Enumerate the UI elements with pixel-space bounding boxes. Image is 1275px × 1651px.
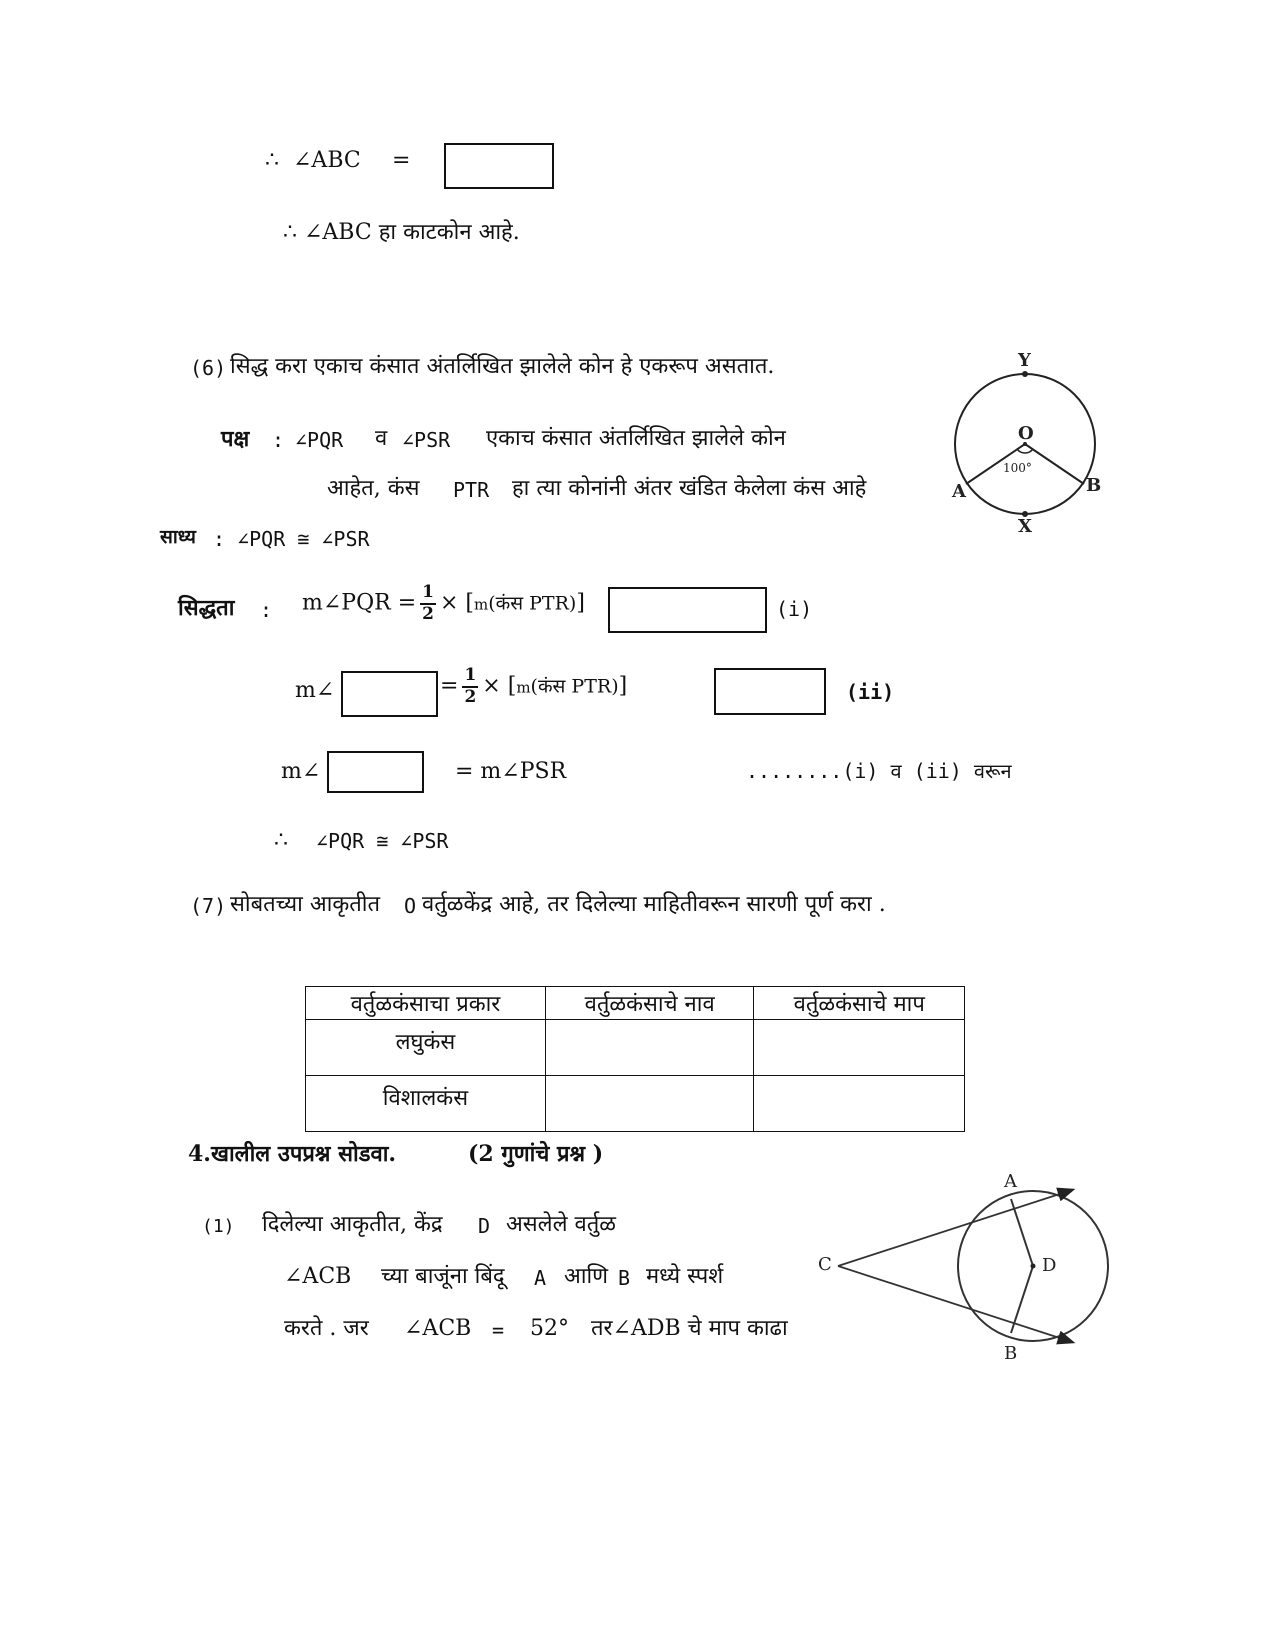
q4-1-line3b: तर∠ADB चे माप काढा <box>591 1316 788 1341</box>
given-and: व <box>375 426 388 451</box>
therefore-symbol: ∴ <box>265 148 279 173</box>
proof-line1 <box>302 583 585 624</box>
q7-center: O <box>404 894 417 918</box>
proof-colon: : <box>260 598 273 622</box>
q6-statement: सिद्ध करा एकाच कंसात अंतर्लिखित झालेले कोन हे एकरूप असतात. <box>230 354 775 379</box>
given-text-line2b: हा त्या कोनांनी अंतर खंडित केलेला कंस आहे <box>512 476 867 501</box>
radius-da <box>1011 1199 1033 1266</box>
radius-ob <box>1025 444 1084 484</box>
q7-statement-b: वर्तुळकेंद्र आहे, तर दिलेल्या माहितीवरून सारणी पूर्ण करा . <box>422 892 886 917</box>
proof-line2-rhs <box>440 666 627 707</box>
bracket-m: m <box>474 595 489 614</box>
q4-1-angle: ∠ACB <box>284 1264 352 1289</box>
angle-arc <box>1017 449 1033 453</box>
q6-number: (6) <box>190 356 227 380</box>
cell-major-arc-name[interactable] <box>545 1076 754 1132</box>
proof-line2-lhs: m∠ <box>295 678 335 703</box>
cell-minor-arc: लघुकंस <box>306 1020 546 1076</box>
fraction-numerator: 1 <box>420 583 436 605</box>
header-arc-measure: वर्तुळकंसाचे माप <box>754 987 965 1020</box>
q7-number: (7) <box>190 894 227 918</box>
given-colon: : <box>272 428 285 452</box>
q4-1-point-a: A <box>534 1266 547 1290</box>
q4-1-and: आणि <box>564 1264 609 1289</box>
bracket-arc: (कंस PTR) <box>488 592 577 615</box>
point-y <box>1022 371 1028 377</box>
to-prove-label: साध्य <box>160 526 196 548</box>
given-label: पक्ष <box>221 426 250 452</box>
proof-line3-lhs: m∠ <box>281 759 321 784</box>
angle-box-3[interactable] <box>327 751 424 793</box>
conclusion-statement: ∠PQR ≅ ∠PSR <box>316 829 449 853</box>
proof-line2-eq: = <box>440 673 459 699</box>
table-row <box>306 1076 965 1132</box>
bracket-open: [ <box>507 673 517 699</box>
reason-box-2[interactable] <box>714 668 826 715</box>
bracket-close: ] <box>618 673 628 699</box>
label-a: A <box>1004 1171 1017 1192</box>
ref-ii: (ii) <box>846 680 895 704</box>
fraction-half <box>420 583 436 624</box>
reason-box-1[interactable] <box>608 587 767 633</box>
angle-abc-label: ∠ABC <box>293 148 361 173</box>
proof-line1-lhs: m∠PQR = <box>302 590 417 616</box>
q4-1-line1b: असलेले वर्तुळ <box>506 1212 616 1237</box>
section4-marks: (2 गुणांचे प्रश्न ) <box>468 1141 604 1167</box>
label-b: B <box>1004 1343 1018 1364</box>
q4-1-line3-eq: = <box>492 1318 505 1342</box>
proof-label: सिद्धता <box>178 595 235 621</box>
times-sign: × <box>482 673 501 699</box>
bracket-arc: (कंस PTR) <box>530 675 619 698</box>
proof-line3-rhs: = m∠PSR <box>455 759 567 784</box>
label-c: C <box>818 1254 832 1275</box>
tangent-ca <box>838 1190 1072 1266</box>
label-b: B <box>1086 475 1102 496</box>
cell-major-arc: विशालकंस <box>306 1076 546 1132</box>
tangent-figure-q4 <box>815 1171 1115 1375</box>
given-text-line1: एकाच कंसात अंतर्लिखित झालेले कोन <box>486 426 786 451</box>
q4-1-line3a: करते . जर <box>284 1316 369 1341</box>
ref-i: (i) <box>776 597 813 621</box>
conclusion-therefore: ∴ <box>274 828 288 853</box>
fraction-denominator: 2 <box>422 603 434 624</box>
tangent-cb <box>838 1266 1072 1342</box>
bracket-close: ] <box>576 590 585 616</box>
q4-1-line2b: मध्ये स्पर्श <box>646 1264 724 1289</box>
section4-heading: 4.खालील उपप्रश्न सोडवा. <box>188 1141 397 1167</box>
answer-box-abc[interactable] <box>444 143 554 189</box>
cell-major-arc-measure[interactable] <box>754 1076 965 1132</box>
given-text-line2a: आहेत, कंस <box>327 476 420 501</box>
label-x: X <box>1018 516 1032 537</box>
bracket-m: m <box>516 678 531 697</box>
given-arc-name: PTR <box>453 478 490 502</box>
label-a: A <box>952 481 966 502</box>
equals-sign: = <box>392 148 411 173</box>
point-d <box>1031 1264 1036 1269</box>
q4-1-number: (1) <box>202 1216 235 1237</box>
arc-table <box>305 986 965 1132</box>
bracket-open: [ <box>465 590 474 616</box>
q4-1-center: D <box>478 1214 491 1238</box>
to-prove-statement: : ∠PQR ≅ ∠PSR <box>213 527 370 551</box>
header-arc-name: वर्तुळकंसाचे नाव <box>545 987 754 1020</box>
q4-1-line3-angle: ∠ACB <box>404 1316 472 1341</box>
q4-1-line3-value: 52° <box>530 1316 569 1341</box>
fraction-denominator: 2 <box>464 686 477 707</box>
angle-value-label: 100° <box>1003 461 1032 475</box>
q4-1-line2a: च्या बाजूंना बिंदू <box>381 1264 505 1289</box>
q4-1-point-b: B <box>618 1266 631 1290</box>
given-angle-psr: ∠PSR <box>402 428 451 452</box>
label-d: D <box>1042 1255 1057 1276</box>
q7-statement-a: सोबतच्या आकृतीत <box>230 892 380 917</box>
label-y: Y <box>1018 350 1031 371</box>
table-row <box>306 1020 965 1076</box>
fraction-numerator: 1 <box>462 666 478 688</box>
fraction-half <box>462 666 478 707</box>
angle-box-2[interactable] <box>341 671 438 717</box>
ref-i-ii: ........(i) व (ii) वरून <box>746 759 1012 783</box>
header-arc-type: वर्तुळकंसाचा प्रकार <box>306 987 546 1020</box>
radius-db <box>1011 1266 1033 1333</box>
right-angle-conclusion: ∴ ∠ABC हा काटकोन आहे. <box>283 220 520 245</box>
cell-minor-arc-measure[interactable] <box>754 1020 965 1076</box>
label-o: O <box>1018 423 1034 444</box>
q4-1-line1a: दिलेल्या आकृतीत, केंद्र <box>262 1212 443 1237</box>
given-angle-pqr: ∠PQR <box>295 428 344 452</box>
circle-figure-q6 <box>940 350 1110 540</box>
cell-minor-arc-name[interactable] <box>545 1020 754 1076</box>
table-header-row <box>306 987 965 1020</box>
times-sign: × <box>439 590 459 616</box>
